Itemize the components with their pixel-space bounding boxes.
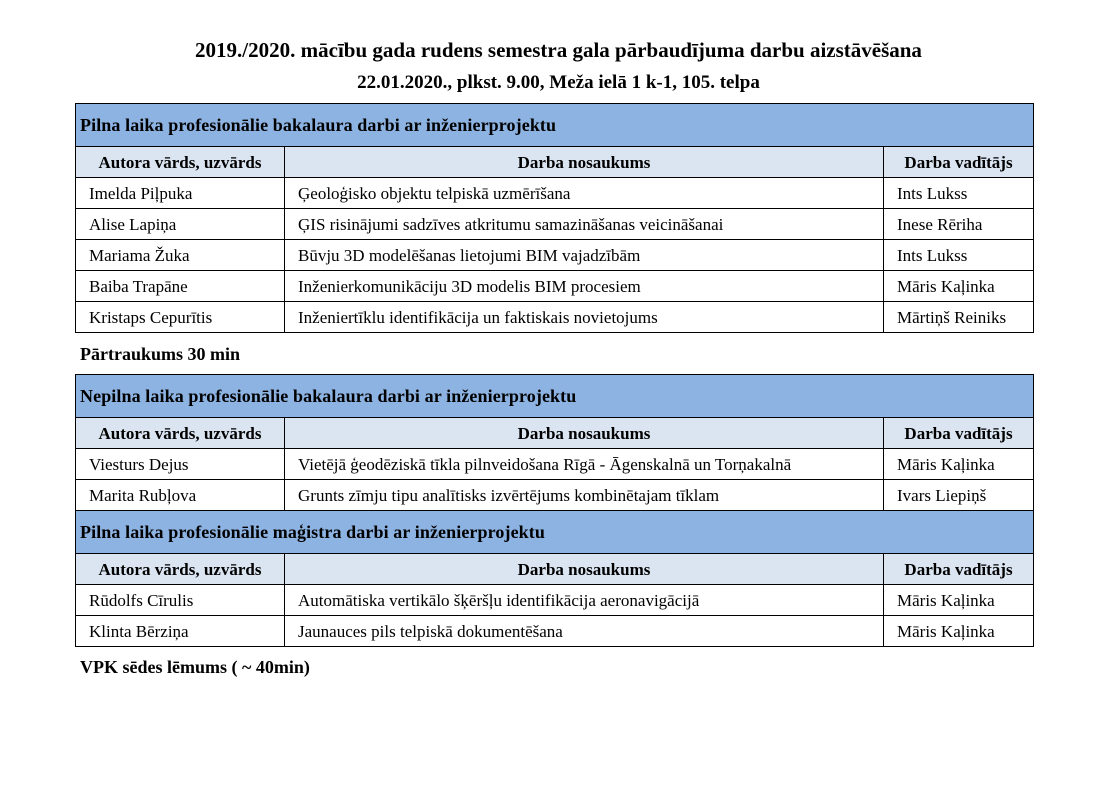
work-cell: Inženiertīklu identifikācija un faktiskais novietojums <box>285 302 884 333</box>
column-header-supervisor: Darba vadītājs <box>884 147 1034 178</box>
break-note: Pārtraukums 30 min <box>80 344 241 364</box>
work-cell: Jaunauces pils telpiskā dokumentēšana <box>285 616 884 647</box>
work-cell: Būvju 3D modelēšanas lietojumi BIM vajadzībām <box>285 240 884 271</box>
section-title: Pilna laika profesionālie maģistra darbi ar inženierprojektu <box>76 511 1034 554</box>
final-note: VPK sēdes lēmums ( ~ 40min) <box>80 657 310 677</box>
author-cell: Viesturs Dejus <box>76 449 285 480</box>
work-cell: Vietējā ģeodēziskā tīkla pilnveidošana Rīgā - Āgenskalnā un Torņakalnā <box>285 449 884 480</box>
supervisor-cell: Ints Lukss <box>884 240 1034 271</box>
supervisor-cell: Māris Kaļinka <box>884 449 1034 480</box>
table-row <box>76 240 1034 271</box>
author-cell: Marita Rubļova <box>76 480 285 511</box>
column-header-work: Darba nosaukums <box>285 554 884 585</box>
schedule-table-2 <box>75 374 1034 647</box>
column-header-author: Autora vārds, uzvārds <box>76 418 285 449</box>
table-row <box>76 585 1034 616</box>
table-row <box>76 616 1034 647</box>
column-header-work: Darba nosaukums <box>285 147 884 178</box>
supervisor-cell: Mārtiņš Reiniks <box>884 302 1034 333</box>
supervisor-cell: Inese Rēriha <box>884 209 1034 240</box>
page-title: 2019./2020. mācību gada rudens semestra gala pārbaudījuma darbu aizstāvēšana <box>195 38 922 62</box>
column-header-supervisor: Darba vadītājs <box>884 554 1034 585</box>
author-cell: Kristaps Cepurītis <box>76 302 285 333</box>
supervisor-cell: Ints Lukss <box>884 178 1034 209</box>
work-cell: Ģeoloģisko objektu telpiskā uzmērīšana <box>285 178 884 209</box>
work-cell: Grunts zīmju tipu analītisks izvērtējums kombinētajam tīklam <box>285 480 884 511</box>
table-row <box>76 449 1034 480</box>
table-row <box>76 209 1034 240</box>
author-cell: Klinta Bērziņa <box>76 616 285 647</box>
column-header-author: Autora vārds, uzvārds <box>76 147 285 178</box>
supervisor-cell: Māris Kaļinka <box>884 585 1034 616</box>
column-header-work: Darba nosaukums <box>285 418 884 449</box>
supervisor-cell: Māris Kaļinka <box>884 616 1034 647</box>
column-header-author: Autora vārds, uzvārds <box>76 554 285 585</box>
table-row <box>76 271 1034 302</box>
author-cell: Imelda Piļpuka <box>76 178 285 209</box>
author-cell: Baiba Trapāne <box>76 271 285 302</box>
work-cell: Inženierkomunikāciju 3D modelis BIM procesiem <box>285 271 884 302</box>
author-cell: Rūdolfs Cīrulis <box>76 585 285 616</box>
work-cell: Automātiska vertikālo šķēršļu identifikācija aeronavigācijā <box>285 585 884 616</box>
supervisor-cell: Ivars Liepiņš <box>884 480 1034 511</box>
table-row <box>76 178 1034 209</box>
author-cell: Alise Lapiņa <box>76 209 285 240</box>
column-header-supervisor: Darba vadītājs <box>884 418 1034 449</box>
table-row <box>76 302 1034 333</box>
section-title: Pilna laika profesionālie bakalaura darbi ar inženierprojektu <box>76 104 1034 147</box>
section-title: Nepilna laika profesionālie bakalaura darbi ar inženierprojektu <box>76 375 1034 418</box>
table-row <box>76 480 1034 511</box>
schedule-table-1 <box>75 103 1034 333</box>
page-subtitle: 22.01.2020., plkst. 9.00, Meža ielā 1 k-1, 105. telpa <box>357 72 760 93</box>
supervisor-cell: Māris Kaļinka <box>884 271 1034 302</box>
author-cell: Mariama Žuka <box>76 240 285 271</box>
work-cell: ĢIS risinājumi sadzīves atkritumu samazināšanas veicināšanai <box>285 209 884 240</box>
